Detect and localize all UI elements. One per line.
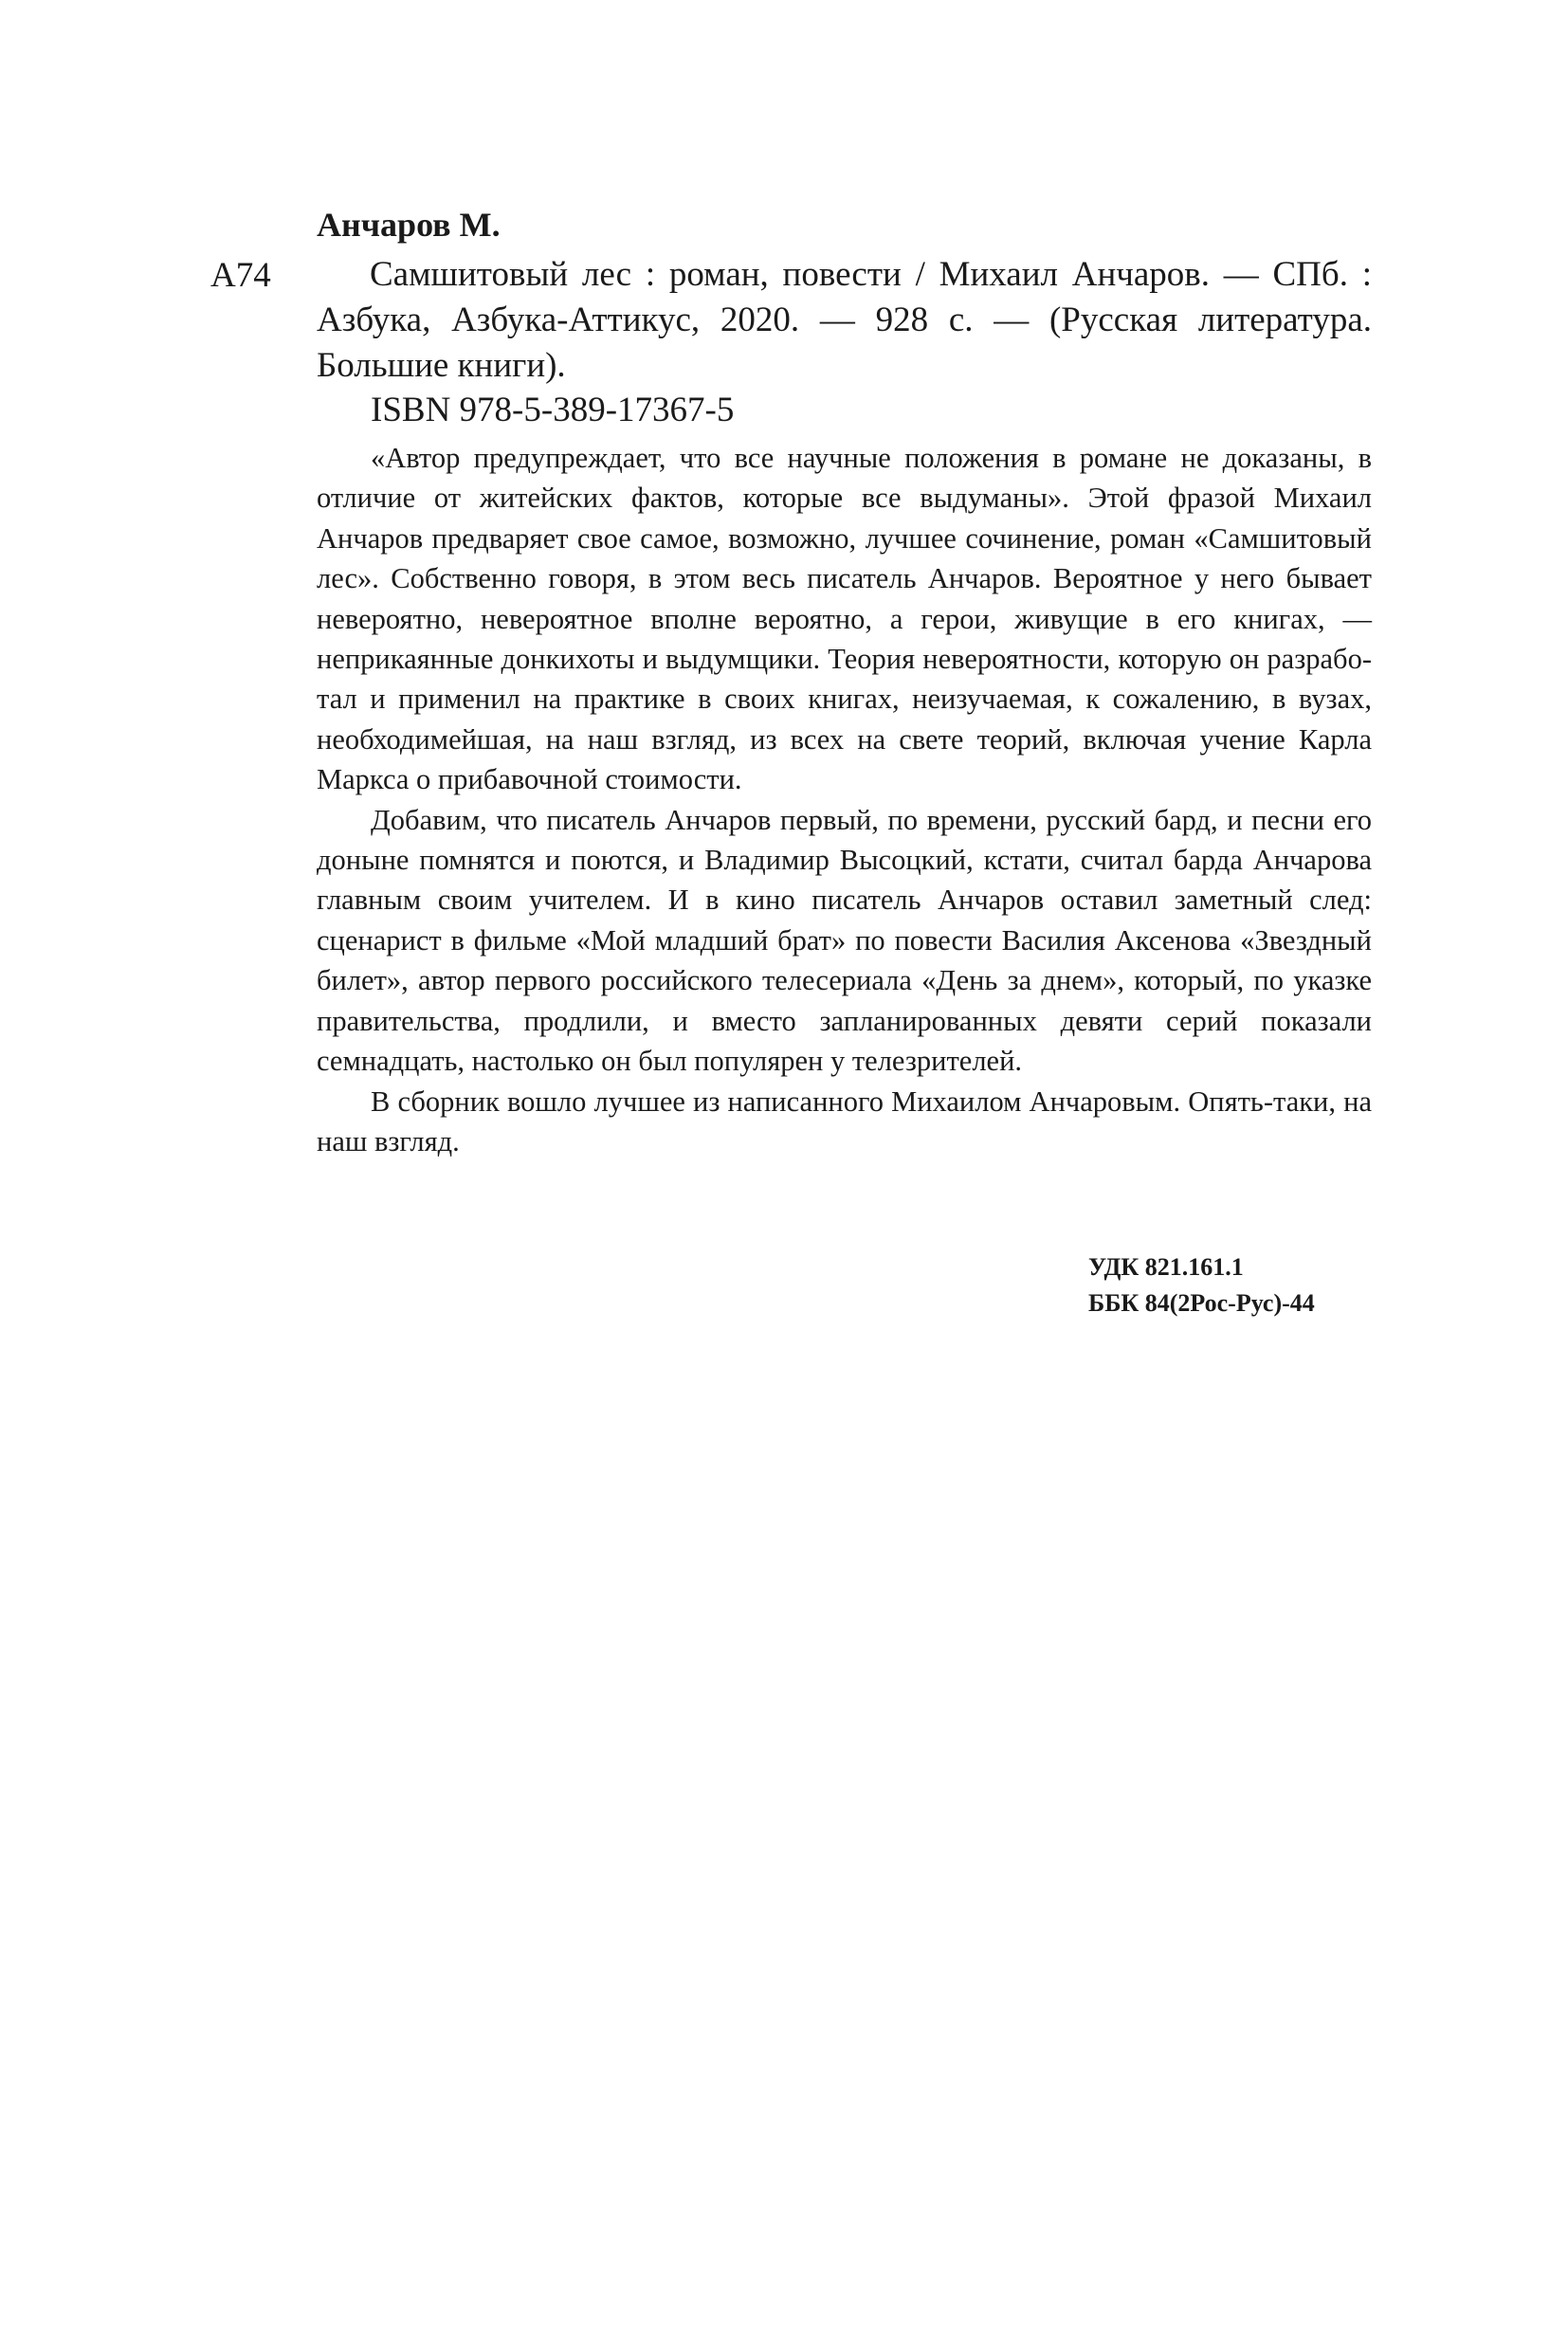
annotation — [317, 438, 1372, 1161]
author-mark: А74 — [210, 256, 271, 295]
bibliographic-entry: Самшитовый лес : роман, повести / Михаил Анчаров. — СПб. : Азбука, Азбука-Аттикус, 2020. — 928 с. — (Русская литература. Большие книги). — [317, 255, 1372, 385]
bbk-code: ББК 84(2Рос-Рус)-44 — [1088, 1289, 1315, 1317]
author-heading: Анчаров М. — [317, 206, 501, 244]
classification-codes — [1088, 1249, 1373, 1321]
annotation-paragraph: «Автор предупреждает, что все научные положения в романе не доказаны, в отличие от житейских фактов, которые все выдуманы». Этой фразой Михаил Анчаров предваряет свое самое, возможно, лучшее сочинение, роман «Самшитовый лес». Собственно говоря, в этом весь писатель Анчаров. Вероятное у него бывает невероятно, невероятное вполне вероятно, а герои, живущие в его книгах, — неприкаянные донкихоты и выдумщики. Теория невероятности, которую он разработал и применил на практике в своих книгах, неизучаемая, к сожалению, в вузах, необходимейшая, на наш взгляд, из всех на свете теорий, включая учение Карла Маркса о прибавочной стоимости. — [317, 442, 1372, 796]
isbn: ISBN 978-5-389-17367-5 — [371, 391, 735, 429]
annotation-paragraph: В сборник вошло лучшее из написанного Михаилом Анчаровым. Опять-таки, на наш взгляд. — [317, 1084, 1372, 1157]
udk-code: УДК 821.161.1 — [1088, 1253, 1244, 1281]
annotation-paragraph: Добавим, что писатель Анчаров первый, по времени, русский бард, и песни его доныне помнятся и поются, и Владимир Высоцкий, кстати, считал барда Анчарова главным своим учителем. И в кино писатель Анчаров оставил заметный след: сценарист в фильме «Мой младший брат» по повести Василия Аксенова «Звездный билет», автор первого российского телесериала «День за днем», который, по указке правительства, продлили, и вместо запланированных девяти серий показали семнадцать, настолько он был популярен у телезрителей. — [317, 803, 1372, 1078]
